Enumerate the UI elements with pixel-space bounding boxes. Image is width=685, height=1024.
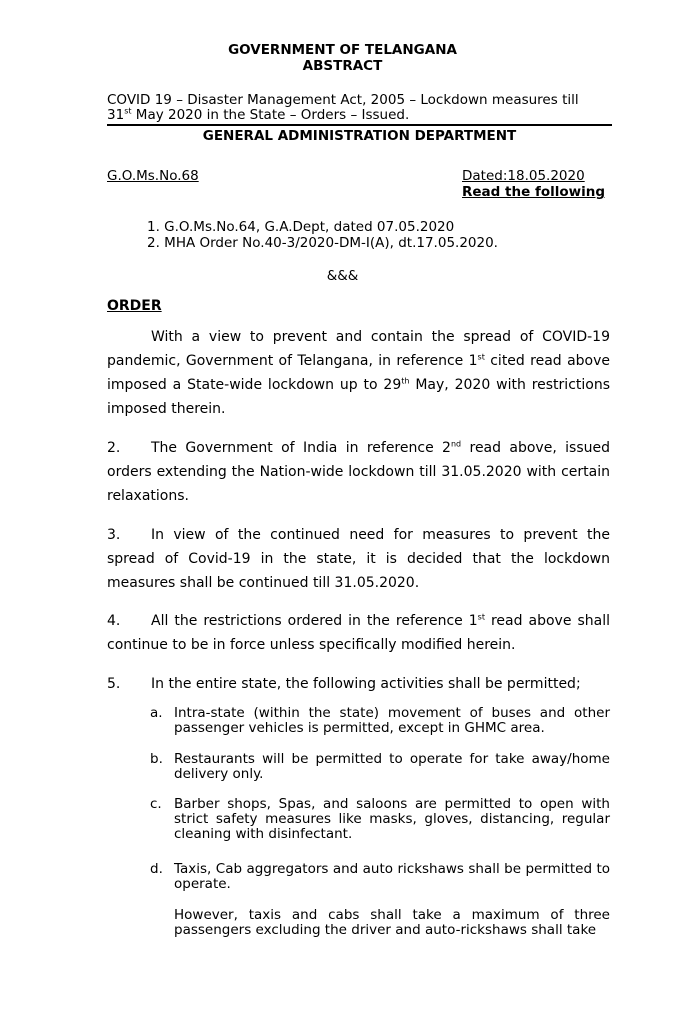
p2-text-b: read above, issued orders extending the Nation-wide lockdown till 31.05.2020 with certain relaxations. xyxy=(107,440,611,504)
p5-text: In the entire state, the following activities shall be permitted; xyxy=(151,676,581,692)
go-date: Dated:18.05.2020 xyxy=(462,168,585,184)
paragraph-2 xyxy=(107,436,610,508)
item-d-note-text: However, taxis and cabs shall take a maximum of three passengers excluding the driver and auto-rickshaws shall take xyxy=(174,907,610,938)
p1-text-a: With a view to prevent and contain the spread of COVID-19 pandemic, Government of Telangana, in reference 1 xyxy=(107,329,610,369)
department-title: GENERAL ADMINISTRATION DEPARTMENT xyxy=(202,128,517,144)
item-b-text: Restaurants will be permitted to operate for take away/home delivery only. xyxy=(174,751,610,782)
p4-text-b: read above shall continue to be in force unless specifically modified herein. xyxy=(107,613,610,653)
item-c xyxy=(150,797,610,842)
read-following: Read the following xyxy=(462,184,605,200)
subject-line-2: May 2020 in the State – Orders – Issued. xyxy=(131,107,410,123)
p1-text-c: May, 2020 with restrictions imposed therein. xyxy=(107,377,611,417)
item-b xyxy=(150,752,610,782)
item-b-label: b. xyxy=(150,751,163,767)
subject xyxy=(107,93,607,123)
p2-number: 2. xyxy=(107,440,121,456)
order-heading: ORDER xyxy=(107,298,162,314)
separator: &&& xyxy=(326,268,359,284)
item-d-note xyxy=(150,908,610,938)
item-a xyxy=(150,706,610,736)
paragraph-1 xyxy=(107,325,610,421)
p1-sup: st xyxy=(477,352,485,362)
p3-text: In view of the continued need for measures to prevent the spread of Covid-19 in the state, it is decided that the lockdown measures shall be continued till 31.05.2020. xyxy=(107,527,610,591)
item-c-text: Barber shops, Spas, and saloons are permitted to open with strict safety measures like masks, gloves, distancing, regular cleaning with disinfectant. xyxy=(174,796,610,842)
header-rule xyxy=(107,124,612,126)
reference-1: 1. G.O.Ms.No.64, G.A.Dept, dated 07.05.2020 xyxy=(147,219,455,235)
item-a-label: a. xyxy=(150,705,163,721)
subject-line-1: COVID 19 – Disaster Management Act, 2005 – Lockdown measures till xyxy=(107,92,579,108)
subject-31: 31 xyxy=(107,107,125,123)
p5-number: 5. xyxy=(107,676,121,692)
p2-sup: nd xyxy=(450,439,462,449)
go-number: G.O.Ms.No.68 xyxy=(107,168,199,184)
p1-text-b: cited read above imposed a State-wide lockdown up to 29 xyxy=(107,353,610,393)
abstract-title: ABSTRACT xyxy=(302,58,383,74)
paragraph-3 xyxy=(107,523,610,595)
p2-text-a: The Government of India in reference 2 xyxy=(151,440,451,456)
reference-2: 2. MHA Order No.40-3/2020-DM-I(A), dt.17.05.2020. xyxy=(147,235,498,251)
item-c-label: c. xyxy=(150,796,162,812)
paragraph-4 xyxy=(107,609,610,657)
p1-sup-2: th xyxy=(401,376,410,386)
paragraph-5 xyxy=(107,672,610,696)
p4-sup: st xyxy=(477,612,485,622)
p4-number: 4. xyxy=(107,613,121,629)
item-d-text: Taxis, Cab aggregators and auto rickshaws shall be permitted to operate. xyxy=(174,861,610,892)
item-d xyxy=(150,862,610,892)
subject-sup: st xyxy=(124,106,132,116)
p3-number: 3. xyxy=(107,527,121,543)
item-a-text: Intra-state (within the state) movement of buses and other passenger vehicles is permitted, except in GHMC area. xyxy=(174,705,610,736)
p4-text-a: All the restrictions ordered in the reference 1 xyxy=(151,613,478,629)
government-title: GOVERNMENT OF TELANGANA xyxy=(228,42,457,58)
item-d-label: d. xyxy=(150,861,163,877)
